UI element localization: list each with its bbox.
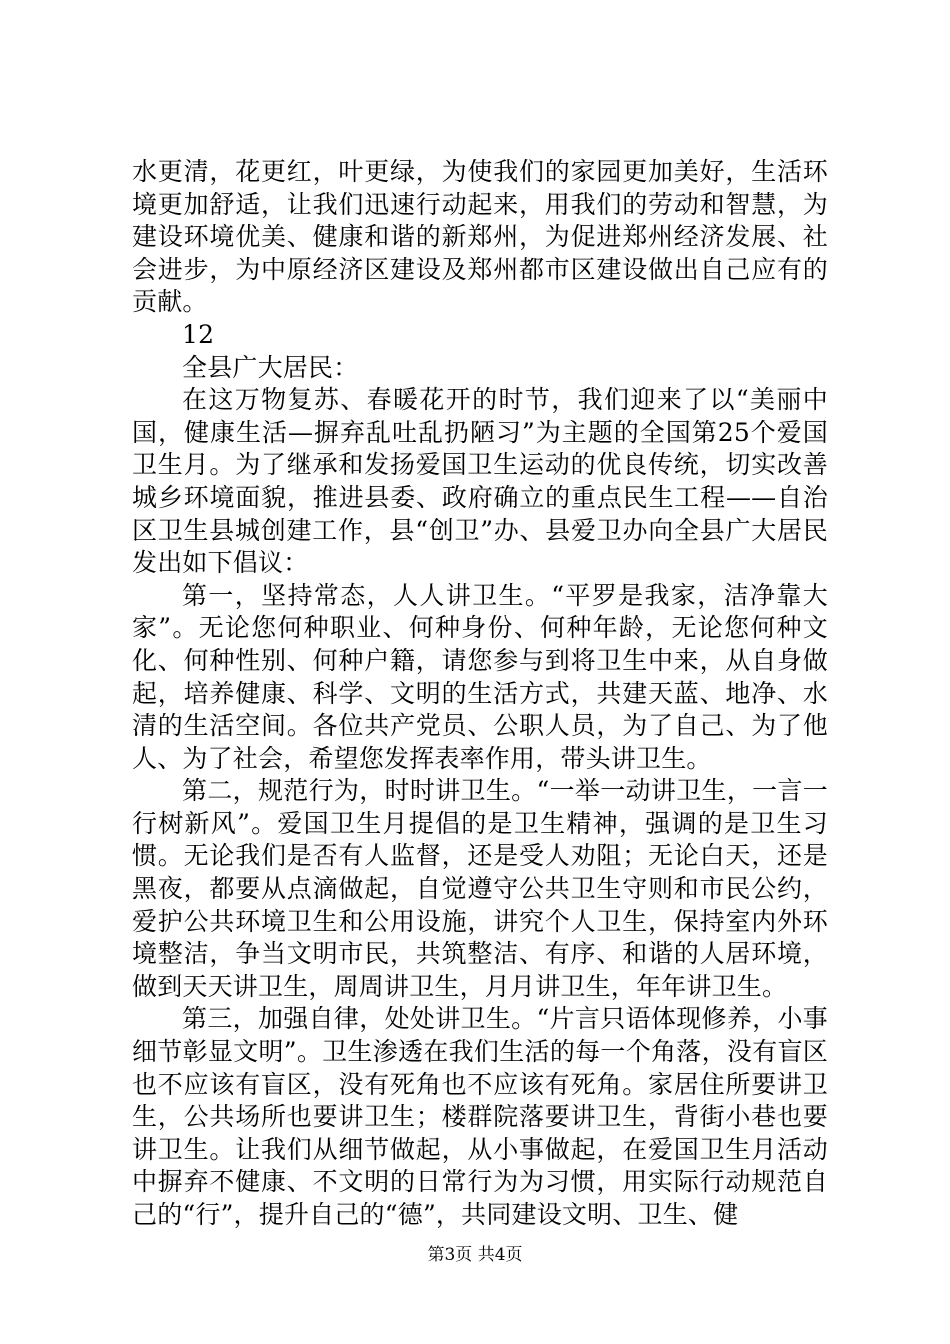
document-body bbox=[132, 156, 828, 1232]
paragraph-second: 第二，规范行为，时时讲卫生。“一举一动讲卫生，一言一行树新风”。爱国卫生月提倡的是卫生精神，强调的是卫生习惯。无论我们是否有人监督，还是受人劝阻；无论白天，还是黑夜，都要从点滴做起，自觉遵守公共卫生守则和市民公约，爱护公共环境卫生和公用设施，讲究个人卫生，保持室内外环境整洁，争当文明市民，共筑整洁、有序、和谐的人居环境，做到天天讲卫生，周周讲卫生，月月讲卫生，年年讲卫生。 bbox=[132, 776, 828, 1001]
paragraph-first: 第一，坚持常态，人人讲卫生。“平罗是我家，洁净靠大家”。无论您何种职业、何种身份、何种年龄，无论您何种文化、何种性别、何种户籍，请您参与到将卫生中来，从自身做起，培养健康、科学、文明的生活方式，共建天蓝、地净、水清的生活空间。各位共产党员、公职人员，为了自己、为了他人、为了社会，希望您发挥表率作用，带头讲卫生。 bbox=[132, 580, 828, 773]
salutation: 全县广大居民： bbox=[182, 352, 359, 382]
paragraph-third: 第三，加强自律，处处讲卫生。“片言只语体现修养，小事细节彰显文明”。卫生渗透在我们生活的每一个角落，没有盲区也不应该有盲区，没有死角也不应该有死角。家居住所要讲卫生，公共场所也要讲卫生；楼群院落要讲卫生，背街小巷也要讲卫生。让我们从细节做起，从小事做起，在爱国卫生月活动中摒弃不健康、不文明的日常行为为习惯，用实际行动规范自己的“行”，提升自己的“德”，共同建设文明、卫生、健 bbox=[132, 1004, 828, 1229]
paragraph-number: 12 bbox=[182, 319, 215, 349]
page-footer: 第3页 共4页 bbox=[427, 1245, 523, 1265]
paragraph-continuation: 水更清，花更红，叶更绿，为使我们的家园更加美好，生活环境更加舒适，让我们迅速行动起来，用我们的劳动和智慧，为建设环境优美、健康和谐的新郑州，为促进郑州经济发展、社会进步，为中原经济区建设及郑州都市区建设做出自己应有的贡献。 bbox=[132, 157, 828, 317]
paragraph-intro: 在这万物复苏、春暖花开的时节，我们迎来了以“美丽中国，健康生活—摒弃乱吐乱扔陋习”为主题的全国第25个爱国卫生月。为了继承和发扬爱国卫生运动的优良传统，切实改善城乡环境面貌，推进县委、政府确立的重点民生工程——自治区卫生县城创建工作，县“创卫”办、县爱卫办向全县广大居民发出如下倡议： bbox=[132, 385, 828, 578]
